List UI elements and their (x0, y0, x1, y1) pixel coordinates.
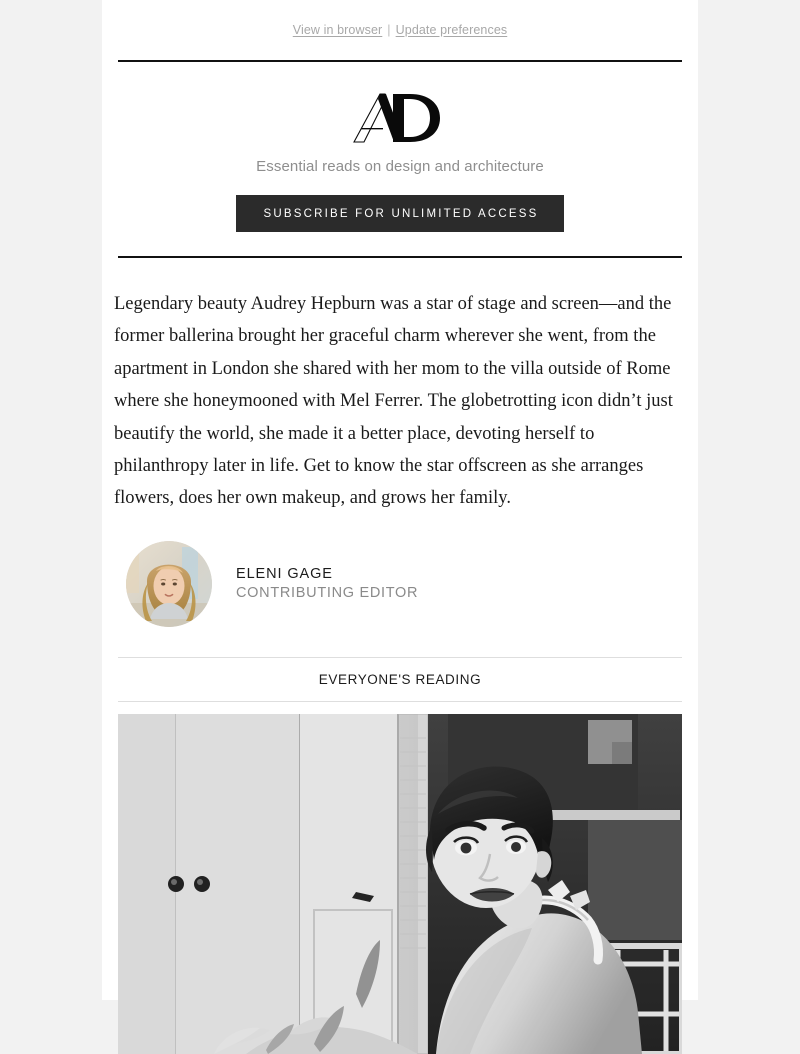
avatar (126, 541, 212, 627)
intro-section (102, 258, 698, 515)
subscribe-button[interactable]: SUBSCRIBE FOR UNLIMITED ACCESS (236, 195, 565, 232)
section-heading: EVERYONE'S READING (318, 671, 482, 687)
cta-container (118, 195, 682, 256)
update-preferences-link[interactable]: Update preferences (395, 23, 508, 37)
author-role: CONTRIBUTING EDITOR (236, 584, 419, 601)
view-in-browser-link[interactable]: View in browser (292, 23, 383, 37)
hero-image[interactable] (118, 714, 682, 1054)
author-name: ELENI GAGE (236, 565, 333, 582)
masthead-tagline: Essential reads on design and architecture (256, 158, 544, 175)
author-byline (102, 515, 698, 657)
preheader-separator: | (387, 23, 391, 37)
intro-paragraph: Legendary beauty Audrey Hepburn was a star of stage and screen—and the former ballerina brought her graceful charm wherever she went, from the apartment in London she shared with her mom to the villa outside of Rome where she honeymooned with Mel Ferrer. The globetrotting icon didn’t just beautify the world, she made it a better place, devoting herself to philanthropy later in life. Get to know the star offscreen as she arranges flowers, does her own makeup, and grows her family. (114, 294, 673, 509)
preheader-bar (102, 0, 698, 60)
email-container (102, 0, 698, 1000)
byline-text (212, 565, 418, 603)
ad-logo[interactable] (118, 90, 682, 146)
masthead (102, 62, 698, 256)
section-bottom-rule (118, 701, 682, 702)
